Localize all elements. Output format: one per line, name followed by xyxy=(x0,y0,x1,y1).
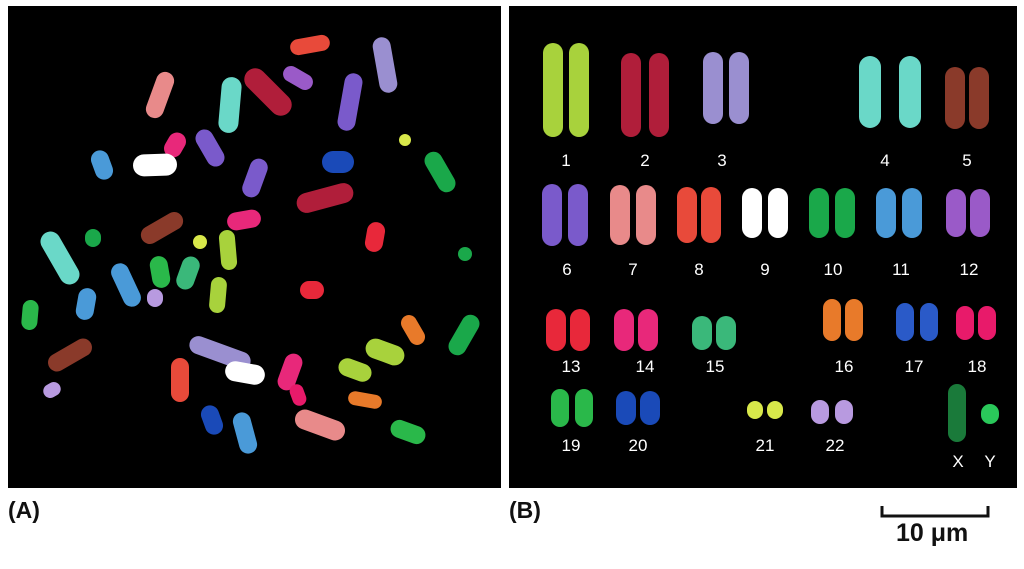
chromosome xyxy=(292,407,348,444)
chromosome xyxy=(85,229,101,247)
metaphase-spread-image xyxy=(8,6,501,488)
chromosome-number-label: 21 xyxy=(755,436,775,455)
chromosome xyxy=(399,134,411,146)
chromosome xyxy=(147,289,163,307)
chromosome xyxy=(823,299,841,341)
chromosome-number-label: 6 xyxy=(562,260,572,279)
chromosome xyxy=(364,221,387,254)
chromosome xyxy=(280,63,316,93)
chromosome-number-label: 10 xyxy=(823,260,843,279)
chromosome xyxy=(336,72,364,132)
chromosome-number-label: 19 xyxy=(561,436,581,455)
chromosome xyxy=(133,153,178,177)
chromosome xyxy=(859,56,881,128)
chromosome xyxy=(300,281,324,299)
chromosome xyxy=(568,184,588,246)
chromosome xyxy=(198,403,225,437)
chromosome xyxy=(978,306,996,340)
chromosome xyxy=(231,410,259,455)
chromosome xyxy=(902,188,922,238)
chromosome xyxy=(969,67,989,129)
chromosome xyxy=(747,401,763,419)
chromosome xyxy=(363,336,407,368)
chromosome xyxy=(948,384,966,442)
chromosome-number-label: X xyxy=(952,452,964,471)
panel-b-label: (B) xyxy=(509,497,541,523)
chromosome-number-label: 7 xyxy=(628,260,638,279)
chromosome xyxy=(289,34,331,57)
chromosome xyxy=(171,358,189,402)
chromosome xyxy=(716,316,736,350)
karyotype-panel xyxy=(509,6,1017,488)
chromosome xyxy=(398,312,428,348)
chromosome xyxy=(88,148,115,182)
chromosome xyxy=(143,69,176,120)
chromosome-number-label: 9 xyxy=(760,260,770,279)
karyotype-image xyxy=(509,6,1017,488)
chromosome xyxy=(638,309,658,351)
chromosome xyxy=(193,235,207,249)
chromosome xyxy=(45,335,96,375)
chromosome xyxy=(621,53,641,137)
chromosome xyxy=(371,36,398,94)
chromosome xyxy=(614,309,634,351)
chromosome xyxy=(138,209,187,248)
chromosome xyxy=(845,299,863,341)
chromosome-number-label: Y xyxy=(984,452,996,471)
chromosome xyxy=(616,391,636,425)
chromosome xyxy=(322,151,354,173)
chromosome xyxy=(218,76,243,134)
chromosome xyxy=(701,187,721,243)
chromosome xyxy=(224,360,267,387)
chromosome xyxy=(226,208,263,232)
chromosome xyxy=(569,43,589,137)
chromosome xyxy=(956,306,974,340)
chromosome xyxy=(610,185,630,245)
chromosome-number-label: 8 xyxy=(694,260,704,279)
chromosome xyxy=(742,188,762,238)
chromosome xyxy=(636,185,656,245)
chromosome xyxy=(421,148,459,195)
chromosome xyxy=(767,401,783,419)
chromosome-number-label: 16 xyxy=(834,357,854,376)
chromosome xyxy=(677,187,697,243)
chromosome xyxy=(174,254,203,292)
chromosome-number-label: 4 xyxy=(880,151,890,170)
chromosome xyxy=(575,389,593,427)
chromosome xyxy=(388,417,428,446)
chromosome xyxy=(835,188,855,238)
chromosome xyxy=(41,379,64,400)
chromosome xyxy=(692,316,712,350)
chromosome-number-label: 13 xyxy=(561,357,581,376)
chromosome xyxy=(542,184,562,246)
panel-a-label: (A) xyxy=(8,497,40,523)
chromosome xyxy=(192,126,228,170)
chromosome xyxy=(896,303,914,341)
chromosome xyxy=(835,400,853,424)
chromosome xyxy=(551,389,569,427)
chromosome-number-label: 14 xyxy=(635,357,655,376)
chromosome-number-label: 5 xyxy=(962,151,972,170)
chromosome xyxy=(21,299,40,330)
chromosome xyxy=(876,188,896,238)
chromosome xyxy=(546,309,566,351)
chromosome xyxy=(899,56,921,128)
chromosome xyxy=(218,229,237,270)
chromosome xyxy=(445,311,483,358)
chromosome xyxy=(208,276,227,313)
chromosome-number-label: 18 xyxy=(967,357,987,376)
chromosome xyxy=(970,189,990,237)
chromosome-number-label: 2 xyxy=(640,151,650,170)
chromosome-number-label: 15 xyxy=(705,357,725,376)
chromosome xyxy=(640,391,660,425)
chromosome-number-label: 11 xyxy=(892,260,910,279)
chromosome xyxy=(458,247,472,261)
chromosome xyxy=(649,53,669,137)
chromosome xyxy=(920,303,938,341)
chromosome xyxy=(945,67,965,129)
chromosome-number-label: 22 xyxy=(825,436,845,455)
chromosome xyxy=(240,156,271,200)
chromosome xyxy=(809,188,829,238)
chromosome-number-label: 12 xyxy=(959,260,979,279)
chromosome xyxy=(74,287,97,322)
scale-bar-label: 10 μm xyxy=(896,519,969,547)
chromosome-number-label: 3 xyxy=(717,151,727,170)
chromosome xyxy=(946,189,966,237)
chromosome xyxy=(294,181,355,215)
scale-bar-line xyxy=(882,506,988,516)
chromosome xyxy=(336,356,374,385)
chromosome xyxy=(108,260,144,309)
chromosome xyxy=(570,309,590,351)
chromosome xyxy=(729,52,749,124)
chromosome xyxy=(981,404,999,424)
chromosome xyxy=(148,255,171,290)
chromosome-number-label: 20 xyxy=(628,436,648,455)
chromosome-number-label: 1 xyxy=(561,151,571,170)
metaphase-spread-panel xyxy=(8,6,501,488)
chromosome xyxy=(543,43,563,137)
chromosome xyxy=(811,400,829,424)
chromosome xyxy=(347,390,383,410)
chromosome xyxy=(768,188,788,238)
chromosome-number-label: 17 xyxy=(904,357,924,376)
chromosome xyxy=(703,52,723,124)
chromosome xyxy=(37,228,83,288)
